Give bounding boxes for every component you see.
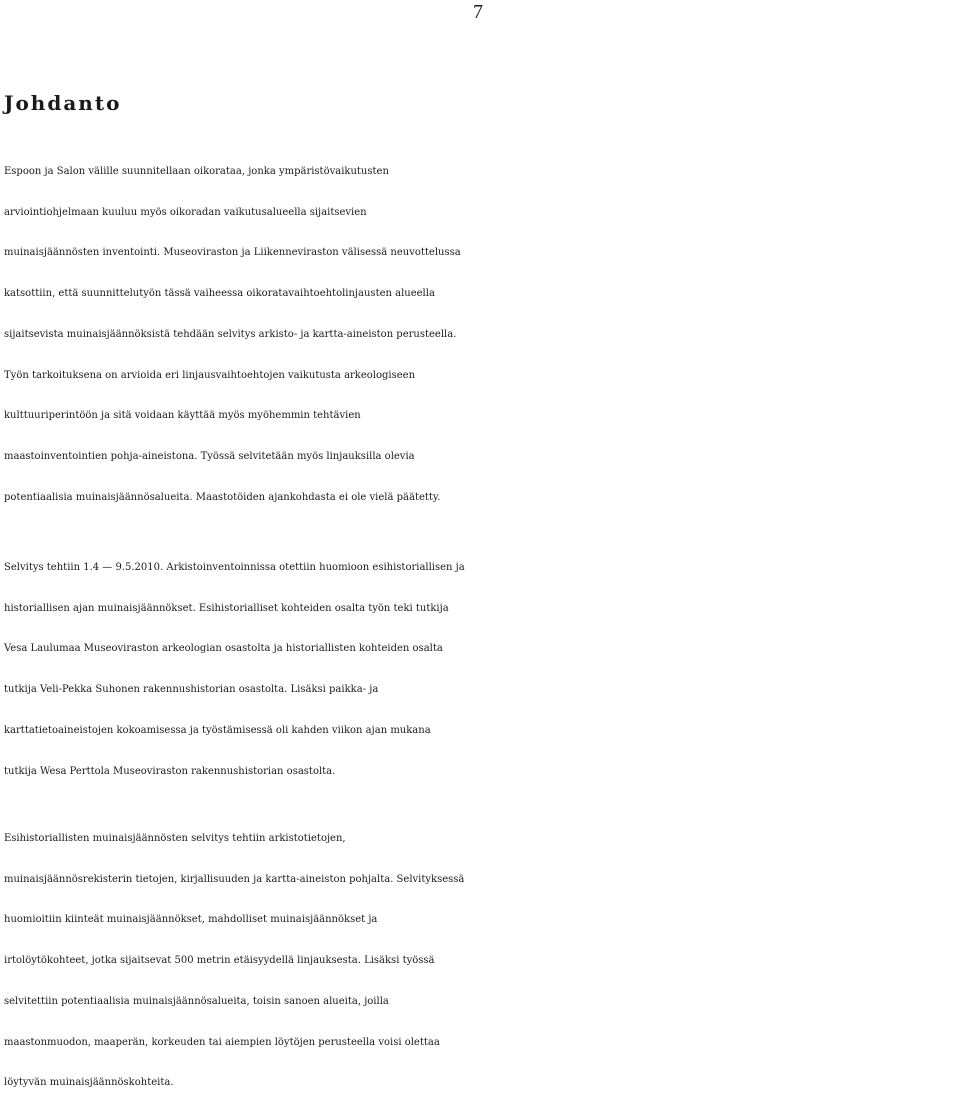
paragraph-line: muinaisjäännösten inventointi. Museoviraston ja Liikenneviraston välisessä neuvottelussa xyxy=(4,247,461,259)
paragraph-line: maastoinventointien pohja-aineistona. Työssä selvitetään myös linjauksilla olevia xyxy=(4,450,415,462)
paragraph-line: Selvitys tehtiin 1.4 — 9.5.2010. Arkistoinventoinnissa otettiin huomioon esihistoriallisen ja xyxy=(4,562,465,573)
paragraph-line: huomioitiin kiinteät muinaisjäännökset, mahdolliset muinaisjäännökset ja xyxy=(4,914,378,926)
paragraph-line: arviointiohjelmaan kuuluu myös oikoradan vaikutusalueella sijaitsevien xyxy=(4,206,367,218)
paragraph-line: Espoon ja Salon välille suunnitellaan oikorataa, jonka ympäristövaikutusten xyxy=(4,166,389,177)
paragraph-line: tutkija Veli-Pekka Suhonen rakennushistorian osastolta. Lisäksi paikka- ja xyxy=(4,684,379,696)
page-number: 7 xyxy=(473,1,483,23)
paragraph-line: tutkija Wesa Perttola Museoviraston rakennushistorian osastolta. xyxy=(4,765,336,777)
paragraph-line: sijaitsevista muinaisjäännöksistä tehdään selvitys arkisto- ja kartta-aineiston perusteella. xyxy=(4,328,457,340)
paragraph-line: Esihistoriallisten muinaisjäännösten selvitys tehtiin arkistotietojen, xyxy=(4,833,346,844)
paragraph-line: potentiaalisia muinaisjäännösalueita. Maastotöiden ajankohdasta ei ole vielä päätetty. xyxy=(4,491,441,503)
paragraph-line: Työn tarkoituksena on arvioida eri linjausvaihtoehtojen vaikutusta arkeologiseen xyxy=(4,369,416,381)
paragraph-line: karttatietoaineistojen kokoamisessa ja työstämisessä oli kahden viikon ajan mukana xyxy=(4,724,431,736)
paragraph-line: löytyvän muinaisjäännöskohteita. xyxy=(4,1077,174,1089)
paragraph-line: Vesa Laulumaa Museoviraston arkeologian osastolta ja historiallisten kohteiden osalta xyxy=(4,643,443,655)
paragraph-survey-details xyxy=(4,548,959,792)
paragraph-line: muinaisjäännösrekisterin tietojen, kirjallisuuden ja kartta-aineiston pohjalta. Selvityksessä xyxy=(4,873,465,885)
section-heading: Johdanto xyxy=(4,91,122,115)
paragraph-line: katsottiin, että suunnittelutyön tässä vaiheessa oikoratavaihtoehtolinjausten alueella xyxy=(4,288,435,300)
paragraph-line: kulttuuriperintöön ja sitä voidaan käyttää myös myöhemmin tehtävien xyxy=(4,410,361,422)
paragraph-line: historiallisen ajan muinaisjäännökset. Esihistorialliset kohteiden osalta työn teki tutkija xyxy=(4,602,449,614)
paragraph-introduction xyxy=(4,152,959,518)
paragraph-methods xyxy=(4,819,959,1104)
paragraph-line: irtolöytökohteet, jotka sijaitsevat 500 metrin etäisyydellä linjauksesta. Lisäksi työssä xyxy=(4,955,435,967)
paragraph-line: maastonmuodon, maaperän, korkeuden tai aiempien löytöjen perusteella voisi olettaa xyxy=(4,1036,440,1048)
paragraph-line: selvitettiin potentiaalisia muinaisjäännösalueita, toisin sanoen alueita, joilla xyxy=(4,995,389,1007)
